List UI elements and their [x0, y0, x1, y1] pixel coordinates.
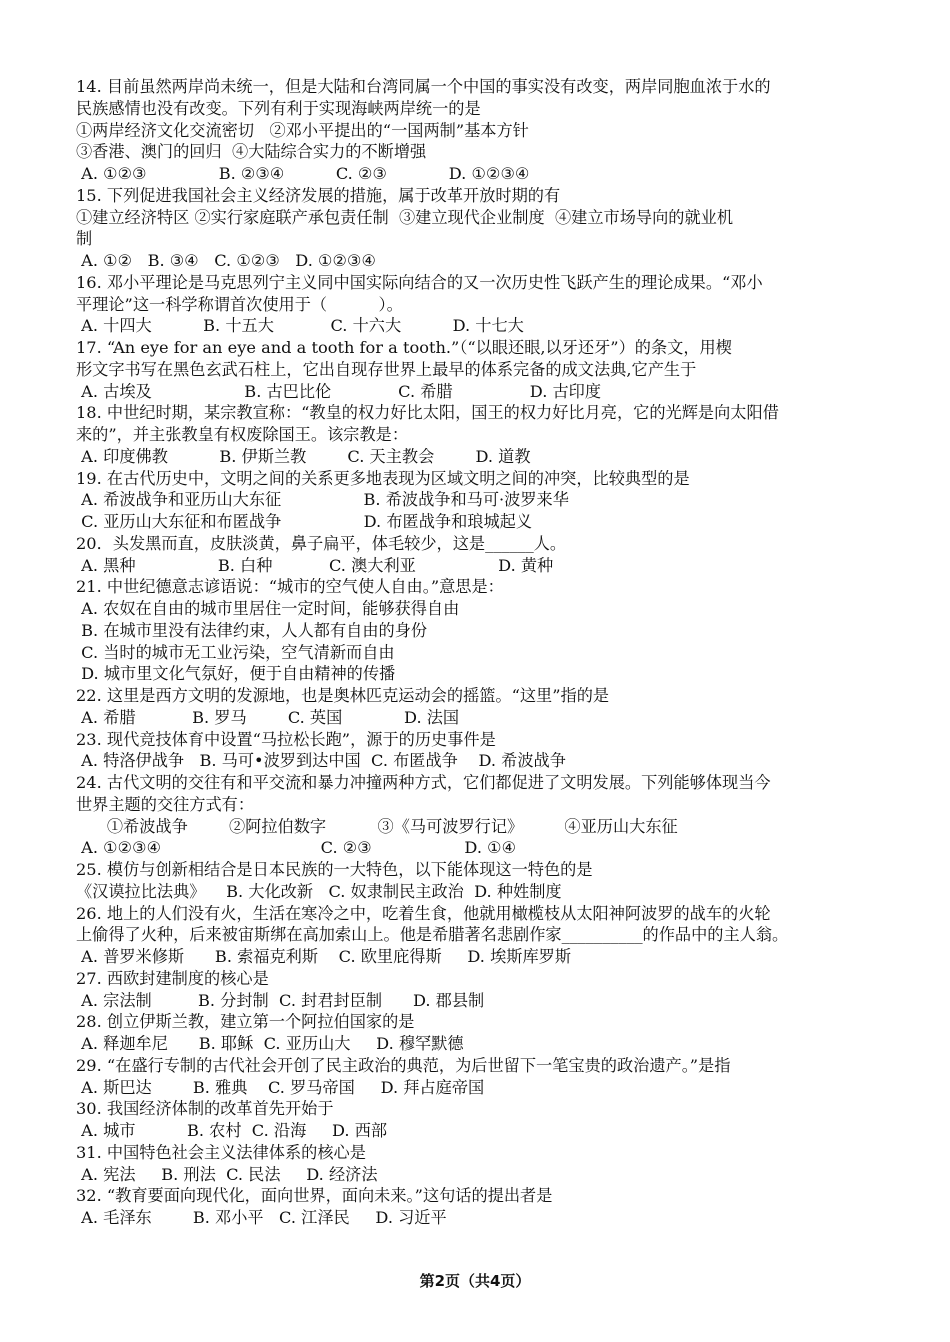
text-line: 世界主题的交往方式有： [76, 794, 255, 814]
text-line: 15. 下列促进我国社会主义经济发展的措施，属于改革开放时期的有 [76, 185, 561, 205]
text-line: A. 特洛伊战争 B. 马可•波罗到达中国 C. 布匿战争 D. 希波战争 [76, 751, 566, 771]
text-line: D. 城市里文化气氛好，便于自由精神的传播 [76, 664, 396, 684]
text-line: 20．头发黑而直，皮肤淡黄，鼻子扁平，体毛较少，这是______人。 [76, 533, 567, 553]
text-line: 24. 古代文明的交往有和平交流和暴力冲撞两种方式，它们都促进了文明发展。下列能够体现当今 [76, 773, 771, 792]
text-line: A. 宗法制 B. 分封制 C. 封君封臣制 D. 郡县制 [76, 990, 485, 1010]
text-line: 民族感情也没有改变。下列有利于实现海峡两岸统一的是 [76, 98, 481, 118]
text-line: A. ①② B. ③④ C. ①②③ D. ①②③④ [76, 251, 377, 270]
text-line: A. 城市 B. 农村 C. 沿海 D. 西部 [76, 1121, 388, 1140]
text-line: 制 [76, 229, 93, 249]
text-line: 28. 创立伊斯兰教，建立第一个阿拉伯国家的是 [76, 1012, 415, 1032]
text-line: ①希波战争 ②阿拉伯数字 ③《马可波罗行记》 ④亚历山大东征 [76, 816, 678, 836]
text-line: A. 希波战争和亚历山大东征 B. 希波战争和马可·波罗来华 [76, 490, 569, 510]
text-line: A. ①②③ B. ②③④ C. ②③ D. ①②③④ [76, 164, 530, 183]
page-footer: 第2页（共4页） [419, 1272, 531, 1290]
text-line: 26. 地上的人们没有火，生活在寒冷之中，吃着生食，他就用橄榄枝从太阳神阿波罗的战车的火轮 [76, 903, 771, 923]
text-line: A. 希腊 B. 罗马 C. 英国 D. 法国 [76, 707, 460, 727]
text-line: 14. 目前虽然两岸尚未统一，但是大陆和台湾同属一个中国的事实没有改变，两岸同胞血浓于水的 [76, 77, 771, 96]
text-line: 29. “在盛行专制的古代社会开创了民主政治的典范，为后世留下一笔宝贵的政治遗产。”是指 [76, 1055, 731, 1075]
text-line: A. 十四大 B. 十五大 C. 十六大 D. 十七大 [76, 316, 524, 336]
text-line: 31. 中国特色社会主义法律体系的核心是 [76, 1142, 366, 1162]
text-line: A. 宪法 B. 刑法 C. 民法 D. 经济法 [76, 1164, 378, 1184]
text-line: 18. 中世纪时期，某宗教宣称：“教皇的权力好比太阳，国王的权力好比月亮，它的光辉是向太阳借 [76, 403, 779, 423]
text-line: A. 黑种 B. 白种 C. 澳大利亚 D. 黄种 [76, 555, 554, 575]
text-line: ①建立经济特区 ②实行家庭联产承包责任制 ③建立现代企业制度 ④建立市场导向的就业机 [76, 207, 734, 227]
text-line: 21. 中世纪德意志谚语说：“城市的空气使人自由。”意思是： [76, 577, 504, 597]
text-line: 30. 我国经济体制的改革首先开始于 [76, 1099, 334, 1119]
text-line: A. 印度佛教 B. 伊斯兰教 C. 天主教会 D. 道教 [76, 446, 531, 466]
text-line: A. 毛泽东 B. 邓小平 C. 江泽民 D. 习近平 [76, 1208, 447, 1227]
text-line: 17. “An eye for an eye and a tooth for a tooth.”（“以眼还眼,以牙还牙”）的条文，用楔 [76, 338, 732, 357]
text-line: 形文字书写在黑色玄武石柱上，它出自现存世界上最早的体系完备的成文法典,它产生于 [76, 359, 697, 379]
text-line: 16. 邓小平理论是马克思列宁主义同中国实际向结合的又一次历史性飞跃产生的理论成果。“邓小 [76, 272, 763, 292]
text-line: 27. 西欧封建制度的核心是 [76, 968, 269, 988]
text-line: 平理论”这一科学称谓首次使用于（ ）。 [76, 294, 403, 314]
text-line: B. 在城市里没有法律约束，人人都有自由的身份 [76, 620, 428, 640]
text-line: C. 当时的城市无工业污染，空气清新而自由 [76, 642, 395, 662]
text-line: ③香港、澳门的回归 ④大陆综合实力的不断增强 [76, 142, 427, 162]
text-line: 23. 现代竞技体育中设置“马拉松长跑”，源于的历史事件是 [76, 729, 496, 749]
text-line: A. 农奴在自由的城市里居住一定时间，能够获得自由 [76, 599, 460, 618]
text-line: ①两岸经济文化交流密切 ②邓小平提出的“一国两制”基本方针 [76, 120, 529, 140]
text-line: 来的”，并主张教皇有权废除国王。该宗教是： [76, 425, 409, 444]
text-line: 19. 在古代历史中，文明之间的关系更多地表现为区域文明之间的冲突，比较典型的是 [76, 468, 690, 488]
text-line: A. 普罗米修斯 B. 索福克利斯 C. 欧里庇得斯 D. 埃斯库罗斯 [76, 947, 572, 966]
text-line: A. 斯巴达 B. 雅典 C. 罗马帝国 D. 拜占庭帝国 [76, 1077, 485, 1097]
text-line: 25. 模仿与创新相结合是日本民族的一大特色，以下能体现这一特色的是 [76, 860, 593, 879]
text-line: A. 古埃及 B. 古巴比伦 C. 希腊 D. 古印度 [76, 381, 602, 401]
text-line: 22. 这里是西方文明的发源地，也是奥林匹克运动会的摇篮。“这里”指的是 [76, 686, 610, 705]
text-line: 《汉谟拉比法典》 B. 大化改新 C. 奴隶制民主政治 D. 种姓制度 [76, 881, 562, 901]
text-line: A. 释迦牟尼 B. 耶稣 C. 亚历山大 D. 穆罕默德 [76, 1034, 464, 1053]
text-line: C. 亚历山大东征和布匿战争 D. 布匿战争和琅城起义 [76, 512, 533, 531]
text-line: A. ①②③④ C. ②③ D. ①④ [76, 838, 517, 858]
text-line: 上偷得了火种，后来被宙斯绑在高加索山上。他是希腊著名悲剧作家__________的作品中的主人翁。 [76, 925, 789, 945]
text-line: 32. “教育要面向现代化，面向世界，面向未来。”这句话的提出者是 [76, 1186, 553, 1206]
